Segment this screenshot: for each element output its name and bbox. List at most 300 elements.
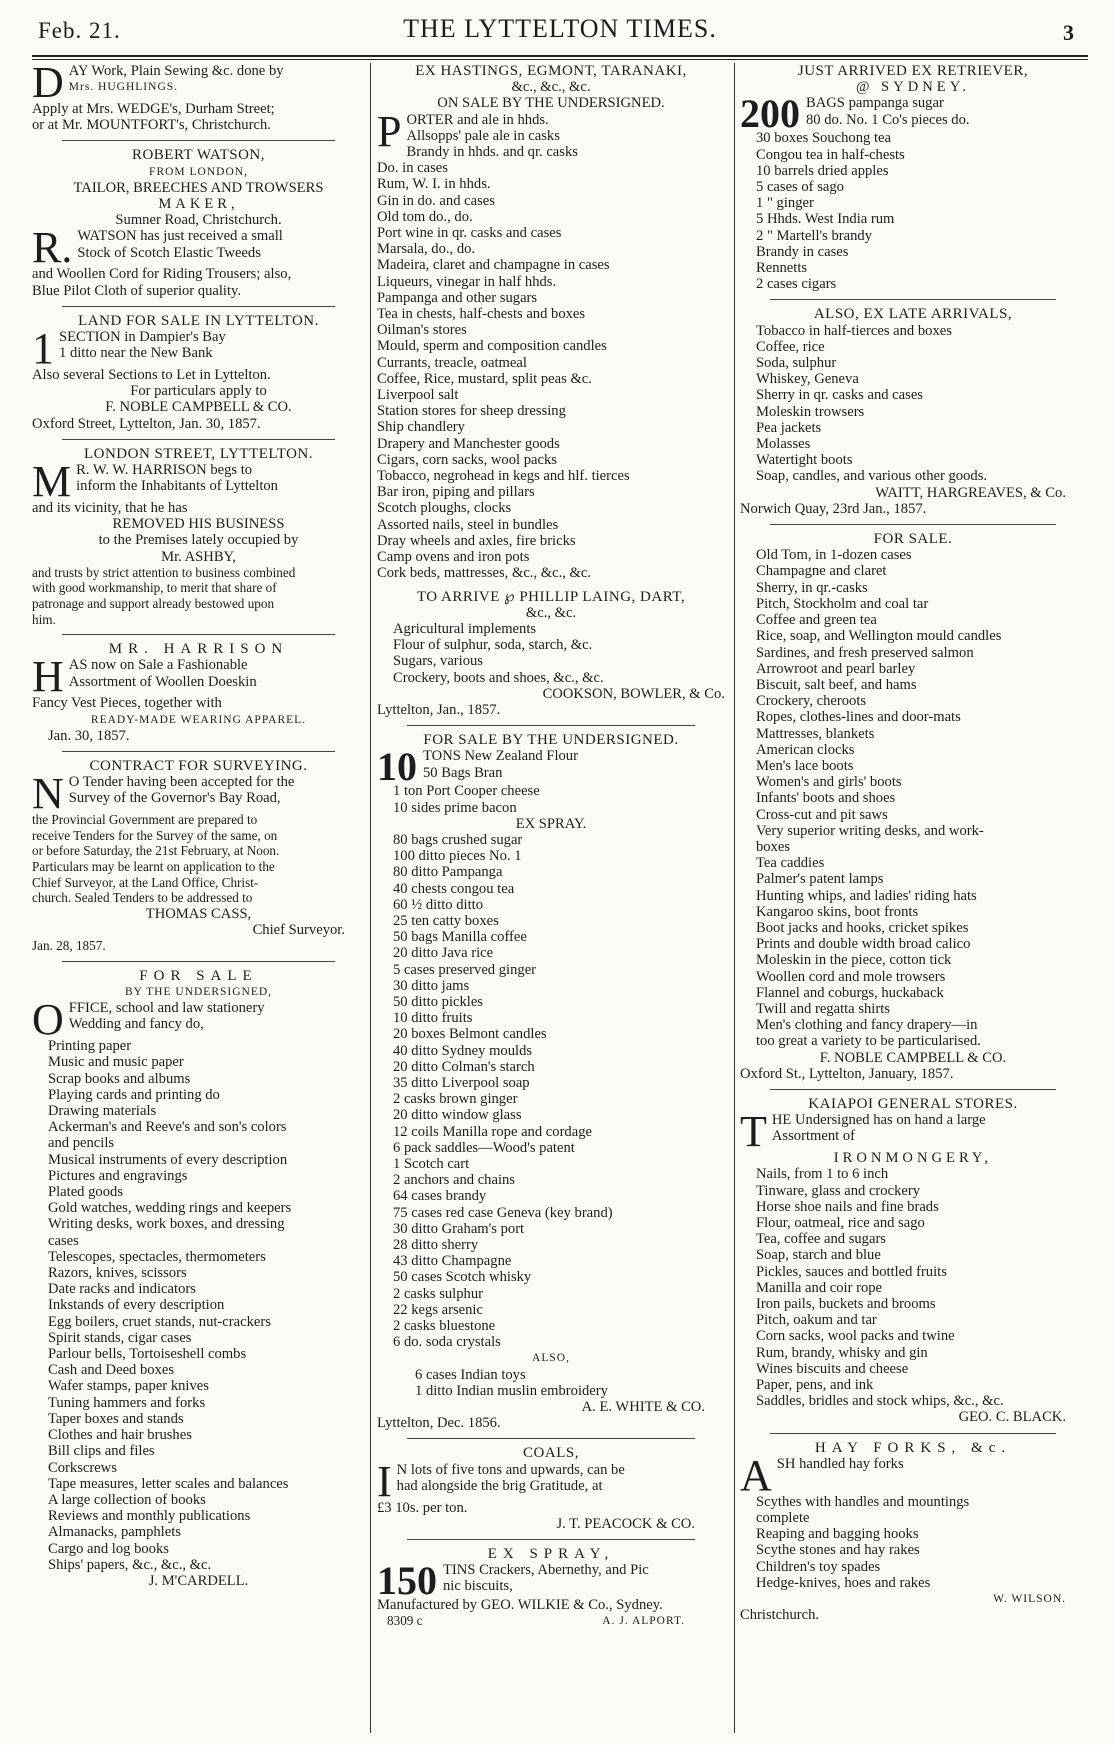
list-item: 60 ½ ditto ditto <box>393 896 483 913</box>
list-item: Pitch, Stockholm and coal tar <box>756 595 929 612</box>
big-number: 10 <box>377 744 417 790</box>
ad-heading: MR. HARRISON <box>108 641 289 658</box>
list-item: 2 cases cigars <box>756 276 837 293</box>
list-item: 6 pack saddles—Wood's patent <box>393 1139 575 1156</box>
list-item: Arrowroot and pearl barley <box>756 660 916 677</box>
list-item: Tea, coffee and sugars <box>756 1231 886 1248</box>
ad-text: 80 do. No. 1 Co's pieces do. <box>806 111 970 128</box>
list-item: 40 ditto Sydney moulds <box>393 1042 533 1059</box>
list-item: Port wine in qr. casks and cases <box>377 225 562 242</box>
ad-text: N lots of five tons and upwards, can be <box>396 1461 625 1478</box>
ad-text: Assortment of <box>771 1128 855 1145</box>
list-item: 80 bags crushed sugar <box>393 831 523 848</box>
list-item: Rum, W. I. in hhds. <box>377 176 491 193</box>
ad-text: Chief Surveyor, at the Land Office, Christ- <box>32 874 259 890</box>
list-item: Drapery and Manchester goods <box>377 435 560 452</box>
list-item: Children's toy spades <box>756 1558 881 1575</box>
list-item: Reaping and bagging hooks <box>756 1526 919 1543</box>
big-number: 150 <box>377 1558 437 1604</box>
ad-heading: CONTRACT FOR SURVEYING. <box>89 758 308 775</box>
ad-text: TINS Crackers, Abernethy, and Pic <box>443 1562 649 1579</box>
ad-text: church. Sealed Tenders to be addressed to <box>32 890 253 906</box>
list-item: Ship chandlery <box>377 419 465 436</box>
ad-text: to the Premises lately occupied by <box>98 532 299 549</box>
ad-text: Jan. 30, 1857. <box>48 727 130 744</box>
list-item: Gin in do. and cases <box>377 192 495 209</box>
header-rule <box>32 55 1088 60</box>
ad-heading: FOR SALE. <box>873 531 953 548</box>
list-item: 100 ditto pieces No. 1 <box>393 848 522 865</box>
drop-cap: N <box>32 769 64 819</box>
list-item: Ships' papers, &c., &c., &c. <box>48 1556 212 1573</box>
ad-text: Survey of the Governor's Bay Road, <box>68 790 281 807</box>
ad-text: &c., &c. <box>525 604 577 621</box>
list-item: Infants' boots and shoes <box>756 790 896 807</box>
page-date: Feb. 21. <box>38 18 121 43</box>
list-item: Tea caddies <box>756 855 825 872</box>
ad-mcardell <box>32 968 365 1589</box>
ad-text: Blue Pilot Cloth of superior quality. <box>32 282 242 299</box>
list-item: Nails, from 1 to 6 inch <box>756 1166 889 1183</box>
ad-for-sale-campbell <box>740 531 1086 1082</box>
item-list <box>740 1494 1086 1591</box>
drop-cap: O <box>32 995 64 1045</box>
divider <box>407 725 695 726</box>
list-item: Moleskin in the piece, cotton tick <box>756 952 952 969</box>
ad-text: and Woollen Cord for Riding Trousers; also, <box>32 266 292 283</box>
ad-text: IRONMONGERY, <box>833 1150 993 1167</box>
divider <box>62 751 335 752</box>
drop-cap: A <box>740 1450 772 1500</box>
list-item: 50 cases Scotch whisky <box>393 1269 532 1286</box>
list-item: 5 cases of sago <box>756 179 844 196</box>
list-item: Cigars, corn sacks, wool packs <box>377 451 557 468</box>
item-list <box>377 128 725 582</box>
list-item: Pea jackets <box>756 419 822 436</box>
list-item: 20 ditto window glass <box>393 1107 522 1124</box>
ad-text: Stock of Scotch Elastic Tweeds <box>77 244 261 261</box>
drop-cap: P <box>377 106 402 156</box>
ad-code: 8309 c <box>387 1613 423 1629</box>
page-number: 3 <box>1063 20 1074 45</box>
list-item: Pictures and engravings <box>48 1167 188 1184</box>
list-item: Cash and Deed boxes <box>48 1362 175 1379</box>
list-item: 30 ditto jams <box>393 977 470 994</box>
ad-text: or before Saturday, the 21st February, at Noon. <box>32 843 280 859</box>
ad-text: and its vicinity, that he has <box>32 500 188 517</box>
list-item: Coffee, rice <box>756 338 825 355</box>
ad-text: 50 Bags Bran <box>423 764 503 781</box>
list-item: 64 cases brandy <box>393 1188 487 1205</box>
list-item: boxes <box>756 838 791 855</box>
list-item: Coffee and green tea <box>756 612 877 629</box>
list-item: 50 bags Manilla coffee <box>393 929 527 946</box>
list-item: Watertight boots <box>756 452 853 469</box>
ad-text: receive Tenders for the Survey of the same, on <box>32 827 278 843</box>
list-item: Camp ovens and iron pots <box>377 549 530 566</box>
ad-text: Manufactured by GEO. WILKIE & Co., Sydney. <box>377 1597 663 1614</box>
list-item: Corkscrews <box>48 1459 117 1476</box>
list-item: Hunting whips, and ladies' riding hats <box>756 887 977 904</box>
list-item: 2 " Martell's brandy <box>756 227 872 244</box>
divider <box>770 1433 1056 1434</box>
ad-text: TONS New Zealand Flour <box>423 748 578 765</box>
list-item: Sherry, in qr.-casks <box>756 579 868 596</box>
list-item: 10 sides prime bacon <box>393 799 517 816</box>
list-item: 40 chests congou tea <box>393 880 515 897</box>
ad-text: WATSON has just received a small <box>77 228 283 245</box>
ad-text: Sumner Road, Christchurch. <box>115 212 282 229</box>
list-item: Twill and regatta shirts <box>756 1000 890 1017</box>
ad-text: 1 ditto near the New Bank <box>59 345 213 362</box>
list-item: 12 coils Manilla rope and cordage <box>393 1123 592 1140</box>
ad-text: the Provincial Government are prepared to <box>32 812 258 828</box>
list-item: Currants, treacle, oatmeal <box>377 354 527 371</box>
list-item: Clothes and hair brushes <box>48 1427 192 1444</box>
list-item: 2 casks sulphur <box>393 1285 483 1302</box>
list-item: Musical instruments of every description <box>48 1151 288 1168</box>
ad-text: Fancy Vest Pieces, together with <box>32 695 222 712</box>
list-item: Coffee, Rice, mustard, split peas &c. <box>377 370 592 387</box>
list-item: Tinware, glass and crockery <box>756 1182 921 1199</box>
list-item: 25 ten catty boxes <box>393 912 499 929</box>
ad-heading: ROBERT WATSON, <box>131 147 266 164</box>
list-item: Women's and girls' boots <box>756 774 902 791</box>
list-item: 1 " ginger <box>756 195 814 212</box>
ad-heading: COALS, <box>523 1445 579 1462</box>
list-item: Brandy in hhds. and qr. casks <box>406 144 578 161</box>
list-item: Scotch ploughs, clocks <box>377 500 512 517</box>
list-item: Molasses <box>756 436 811 453</box>
ad-text: @ SYDNEY. <box>855 79 971 96</box>
column-1 <box>32 63 365 1733</box>
list-item: Tobacco in half-tierces and boxes <box>756 322 952 339</box>
ad-text: AS now on Sale a Fashionable <box>68 657 248 674</box>
list-item: Almanacks, pamphlets <box>48 1524 181 1541</box>
ad-text: £3 10s. per ton. <box>377 1499 468 1516</box>
ad-text: ORTER and ale in hhds. <box>406 111 549 128</box>
ad-text: Christchurch. <box>740 1607 820 1624</box>
ad-text: nic biscuits, <box>443 1578 513 1595</box>
list-item: Sardines, and fresh preserved salmon <box>756 644 974 661</box>
list-item: 20 ditto Java rice <box>393 945 494 962</box>
item-list <box>740 323 1086 485</box>
ad-text: BAGS pampanga sugar <box>806 95 944 112</box>
item-list <box>740 1166 1086 1409</box>
drop-cap: T <box>740 1107 767 1157</box>
list-item: too great a variety to be particularised. <box>756 1033 981 1050</box>
ad-to-arrive <box>377 589 725 719</box>
list-item: Do. in cases <box>377 160 448 177</box>
ad-text: Mrs. HUGHLINGS. <box>68 81 179 94</box>
ad-land-for-sale <box>32 313 365 432</box>
ad-harrison-removed <box>32 446 365 627</box>
ad-text: SH handled hay forks <box>776 1455 904 1472</box>
list-item: Rum, brandy, whisky and gin <box>756 1344 928 1361</box>
ad-text: THOMAS CASS, <box>145 905 252 922</box>
list-item: 80 ditto Pampanga <box>393 864 503 881</box>
list-item: Assorted nails, steel in bundles <box>377 516 559 533</box>
list-item: Iron pails, buckets and brooms <box>756 1296 936 1313</box>
item-list <box>377 1367 725 1399</box>
ad-text: TAILOR, BREECHES AND TROWSERS <box>73 179 324 196</box>
list-item: 2 anchors and chains <box>393 1172 515 1189</box>
ad-text: SECTION in Dampier's Bay <box>59 329 226 346</box>
divider <box>62 306 335 307</box>
divider <box>62 439 335 440</box>
drop-cap: D <box>32 63 64 107</box>
list-item: Tape measures, letter scales and balances <box>48 1475 289 1492</box>
list-item: 1 Scotch cart <box>393 1156 470 1172</box>
drop-cap: H <box>32 652 64 702</box>
ad-text: &c., &c., &c. <box>511 79 591 96</box>
list-item: Bill clips and files <box>48 1443 155 1460</box>
drop-cap: M <box>32 457 72 507</box>
list-item: Tobacco, negrohead in kegs and hlf. tierces <box>377 468 630 485</box>
ad-text: Mr. ASHBY, <box>161 548 236 565</box>
list-item: 20 ditto Colman's starch <box>393 1058 535 1075</box>
ad-heading: JUST ARRIVED EX RETRIEVER, <box>797 63 1029 79</box>
list-item: Sherry in qr. casks and cases <box>756 387 923 404</box>
list-item: Ackerman's and Reeve's and son's colors <box>48 1119 287 1136</box>
newspaper-title: THE LYTTELTON TIMES. <box>403 14 717 43</box>
list-item: Flour, oatmeal, rice and sago <box>756 1215 925 1231</box>
ad-text: Also several Sections to Let in Lyttelton. <box>32 367 271 384</box>
drop-cap: I <box>377 1456 392 1506</box>
list-item: Soap, starch and blue <box>756 1247 881 1264</box>
list-item: Flour of sulphur, soda, starch, &c. <box>393 637 593 654</box>
list-item: Madeira, claret and champagne in cases <box>377 257 610 274</box>
list-item: Crockery, boots and shoes, &c., &c. <box>393 669 604 686</box>
list-item: Biscuit, salt beef, and hams <box>756 676 917 693</box>
list-item: Mould, sperm and composition candles <box>377 338 607 355</box>
list-item: Tuning hammers and forks <box>48 1394 206 1411</box>
list-item: 6 cases Indian toys <box>415 1366 526 1383</box>
list-item: complete <box>756 1510 810 1527</box>
list-item: Razors, knives, scissors <box>48 1265 187 1282</box>
list-item: Dray wheels and axles, fire bricks <box>377 532 576 549</box>
ad-heading: KAIAPOI GENERAL STORES. <box>808 1095 1018 1112</box>
column-divider <box>734 63 735 1733</box>
ad-text: A. J. ALPORT. <box>602 1615 685 1628</box>
list-item: Scythes with handles and mountings <box>756 1493 970 1510</box>
list-item: Gold watches, wedding rings and keepers <box>48 1200 292 1217</box>
ad-retriever <box>740 63 1086 292</box>
list-item: Kangaroo skins, boot fronts <box>756 903 919 920</box>
list-item: 5 Hhds. West India rum <box>756 211 895 228</box>
ad-text: and trusts by strict attention to business combined <box>32 564 296 580</box>
list-item: Rennetts <box>756 260 808 277</box>
column-divider <box>370 63 371 1733</box>
ad-text: Particulars may be learnt on application to the <box>32 859 275 875</box>
big-number: 200 <box>740 91 800 137</box>
list-item: Men's lace boots <box>756 757 854 774</box>
divider <box>62 961 335 962</box>
column-3 <box>740 63 1086 1733</box>
list-item: Champagne and claret <box>756 563 887 580</box>
list-item: Parlour bells, Tortoiseshell combs <box>48 1346 247 1363</box>
item-list <box>377 832 725 1351</box>
list-item: Pitch, oakum and tar <box>756 1312 877 1329</box>
ad-heading: LONDON STREET, LYTTELTON. <box>83 445 314 462</box>
divider <box>62 140 335 141</box>
ad-text: AY Work, Plain Sewing &c. done by <box>68 63 284 79</box>
ad-text: J. T. PEACOCK & CO. <box>556 1515 695 1532</box>
ad-mr-harrison <box>32 641 365 744</box>
ad-heading: TO ARRIVE ℘ PHILLIP LAING, DART, <box>416 588 686 605</box>
list-item: American clocks <box>756 741 855 758</box>
list-item: 10 barrels dried apples <box>756 162 889 179</box>
list-item: Old tom do., do. <box>377 208 473 225</box>
list-item: Egg boilers, cruet stands, nut-crackers <box>48 1313 271 1330</box>
ad-heading: EX HASTINGS, EGMONT, TARANAKI, <box>415 63 687 79</box>
ad-contract-surveying <box>32 758 365 954</box>
list-item: Telescopes, spectacles, thermometers <box>48 1248 266 1265</box>
list-item: Reviews and monthly publications <box>48 1508 251 1525</box>
drop-cap: R. <box>32 223 73 273</box>
list-item: Old Tom, in 1-dozen cases <box>756 547 912 564</box>
drop-cap: 1 <box>32 324 54 374</box>
list-item: Spirit stands, cigar cases <box>48 1329 192 1346</box>
ad-text: R. W. W. HARRISON begs to <box>76 462 253 479</box>
list-item: Inkstands of every description <box>48 1297 225 1314</box>
list-item: Ropes, clothes-lines and door-mats <box>756 709 961 726</box>
ad-text: Wedding and fancy do, <box>68 1016 204 1033</box>
list-item: Cargo and log books <box>48 1540 169 1557</box>
divider <box>407 1438 695 1439</box>
list-item: 50 ditto pickles <box>393 993 483 1010</box>
ad-ex-spray-biscuits <box>377 1546 725 1630</box>
list-item: Men's clothing and fancy drapery—in <box>756 1017 978 1034</box>
list-item: 22 kegs arsenic <box>393 1301 483 1318</box>
list-item: and pencils <box>48 1135 115 1152</box>
ad-text: Jan. 28, 1857. <box>32 938 106 954</box>
list-item: cases <box>48 1232 79 1249</box>
ad-text: A. E. WHITE & CO. <box>581 1399 705 1416</box>
masthead <box>32 14 1088 51</box>
list-item: Flannel and coburgs, huckaback <box>756 984 944 1001</box>
list-item: Boot jacks and hooks, cricket spikes <box>756 919 969 936</box>
list-item: Station stores for sheep dressing <box>377 403 566 420</box>
ad-text: Norwich Quay, 23rd Jan., 1857. <box>740 500 927 517</box>
list-item: 5 cases preserved ginger <box>393 961 537 978</box>
ad-kaiapoi-stores <box>740 1096 1086 1426</box>
item-list <box>377 621 725 686</box>
list-item: Liqueurs, vinegar in half hhds. <box>377 273 557 290</box>
ad-text: or at Mr. MOUNTFORT's, Christchurch. <box>32 117 271 134</box>
list-item: Woollen cord and mole trowsers <box>756 968 946 985</box>
list-item: Playing cards and printing do <box>48 1086 220 1103</box>
ad-text: Oxford St., Lyttelton, January, 1857. <box>740 1065 954 1082</box>
ad-text: ALSO, <box>532 1352 570 1365</box>
list-item: Mattresses, blankets <box>756 725 875 742</box>
item-list <box>32 1038 365 1573</box>
item-list <box>740 547 1086 1049</box>
list-item: Rice, soap, and Wellington mould candles <box>756 628 1002 645</box>
ad-text: REMOVED HIS BUSINESS <box>112 516 285 533</box>
list-item: Tea in chests, half-chests and boxes <box>377 306 586 323</box>
ad-text: ON SALE BY THE UNDERSIGNED. <box>437 95 665 112</box>
list-item: Cross-cut and pit saws <box>756 806 888 823</box>
ad-heading: FOR SALE BY THE UNDERSIGNED. <box>423 732 679 749</box>
list-item: Taper boxes and stands <box>48 1410 184 1427</box>
ad-text: inform the Inhabitants of Lyttelton <box>76 478 278 495</box>
list-item: 6 do. soda crystals <box>393 1334 501 1351</box>
ad-text: patronage and support already bestowed upon <box>32 596 275 612</box>
ad-text: had alongside the brig Gratitude, at <box>396 1477 603 1494</box>
ad-text: COOKSON, BOWLER, & Co. <box>542 685 725 702</box>
list-item: A large collection of books <box>48 1491 206 1508</box>
list-item: Pickles, sauces and bottled fruits <box>756 1263 947 1280</box>
divider <box>62 634 335 635</box>
list-item: Crockery, cheroots <box>756 693 867 710</box>
ad-signature: J. M'CARDELL. <box>148 1572 249 1589</box>
ad-heading: EX SPRAY, <box>487 1546 615 1563</box>
ad-text: EX SPRAY. <box>515 815 587 832</box>
list-item: 30 ditto Graham's port <box>393 1220 525 1237</box>
ad-text: with good workmanship, to merit that share of <box>32 580 277 596</box>
list-item: Cork beds, mattresses, &c., &c., &c. <box>377 565 591 582</box>
list-item: Paper, pens, and ink <box>756 1377 874 1394</box>
divider <box>770 524 1056 525</box>
ad-text: READY-MADE WEARING APPAREL. <box>90 713 307 726</box>
list-item: Horse shoe nails and fine brads <box>756 1198 939 1215</box>
list-item: 2 casks brown ginger <box>393 1091 518 1108</box>
list-item: Liverpool salt <box>377 387 459 404</box>
list-item: Pampanga and other sugars <box>377 289 538 306</box>
list-item: 2 casks bluestone <box>393 1318 496 1335</box>
list-item: Very superior writing desks, and work- <box>756 822 984 839</box>
ad-ex-hastings <box>377 63 725 582</box>
list-item: Scythe stones and hay rakes <box>756 1542 920 1559</box>
ad-text: O Tender having been accepted for the <box>68 774 295 791</box>
list-item: Corn sacks, wool packs and twine <box>756 1328 955 1345</box>
divider <box>407 1539 695 1540</box>
ad-heading: FOR SALE <box>139 967 258 984</box>
ad-late-arrivals <box>740 306 1086 517</box>
ad-text: Lyttelton, Jan., 1857. <box>377 701 501 718</box>
list-item: Prints and double width broad calico <box>756 936 971 953</box>
list-item: 35 ditto Liverpool soap <box>393 1074 530 1091</box>
ad-text: FROM LONDON, <box>149 165 248 178</box>
ad-text: Apply at Mrs. WEDGE's, Durham Street; <box>32 101 275 117</box>
list-item: Soda, sulphur <box>756 355 837 372</box>
list-item: 1 ditto Indian muslin embroidery <box>415 1382 608 1399</box>
ad-text: Lyttelton, Dec. 1856. <box>377 1415 501 1432</box>
ad-hay-forks <box>740 1440 1086 1624</box>
list-item: 28 ditto sherry <box>393 1237 479 1254</box>
list-item: Oilman's stores <box>377 322 467 339</box>
ad-heading: ALSO, EX LATE ARRIVALS, <box>813 306 1013 323</box>
ad-text: MAKER, <box>158 196 239 213</box>
ad-text: HE Undersigned has on hand a large <box>771 1112 986 1129</box>
ad-text: WAITT, HARGREAVES, & Co. <box>875 484 1066 501</box>
ad-heading: HAY FORKS, &c. <box>814 1439 1012 1456</box>
list-item: Sugars, various <box>393 653 483 670</box>
ad-text: GEO. C. BLACK. <box>958 1409 1066 1426</box>
ad-text: F. NOBLE CAMPBELL & CO. <box>105 399 292 416</box>
list-item: Wafer stamps, paper knives <box>48 1378 209 1395</box>
column-2 <box>377 63 725 1733</box>
list-item: Hedge-knives, hoes and rakes <box>756 1574 931 1591</box>
list-item: Music and music paper <box>48 1054 184 1071</box>
list-item: Whiskey, Geneva <box>756 371 859 388</box>
list-item: 75 cases red case Geneva (key brand) <box>393 1204 613 1221</box>
list-item: Bar iron, piping and pillars <box>377 484 535 501</box>
divider <box>770 299 1056 300</box>
ad-text: Chief Surveyor. <box>252 922 345 939</box>
list-item: Agricultural implements <box>393 620 537 637</box>
